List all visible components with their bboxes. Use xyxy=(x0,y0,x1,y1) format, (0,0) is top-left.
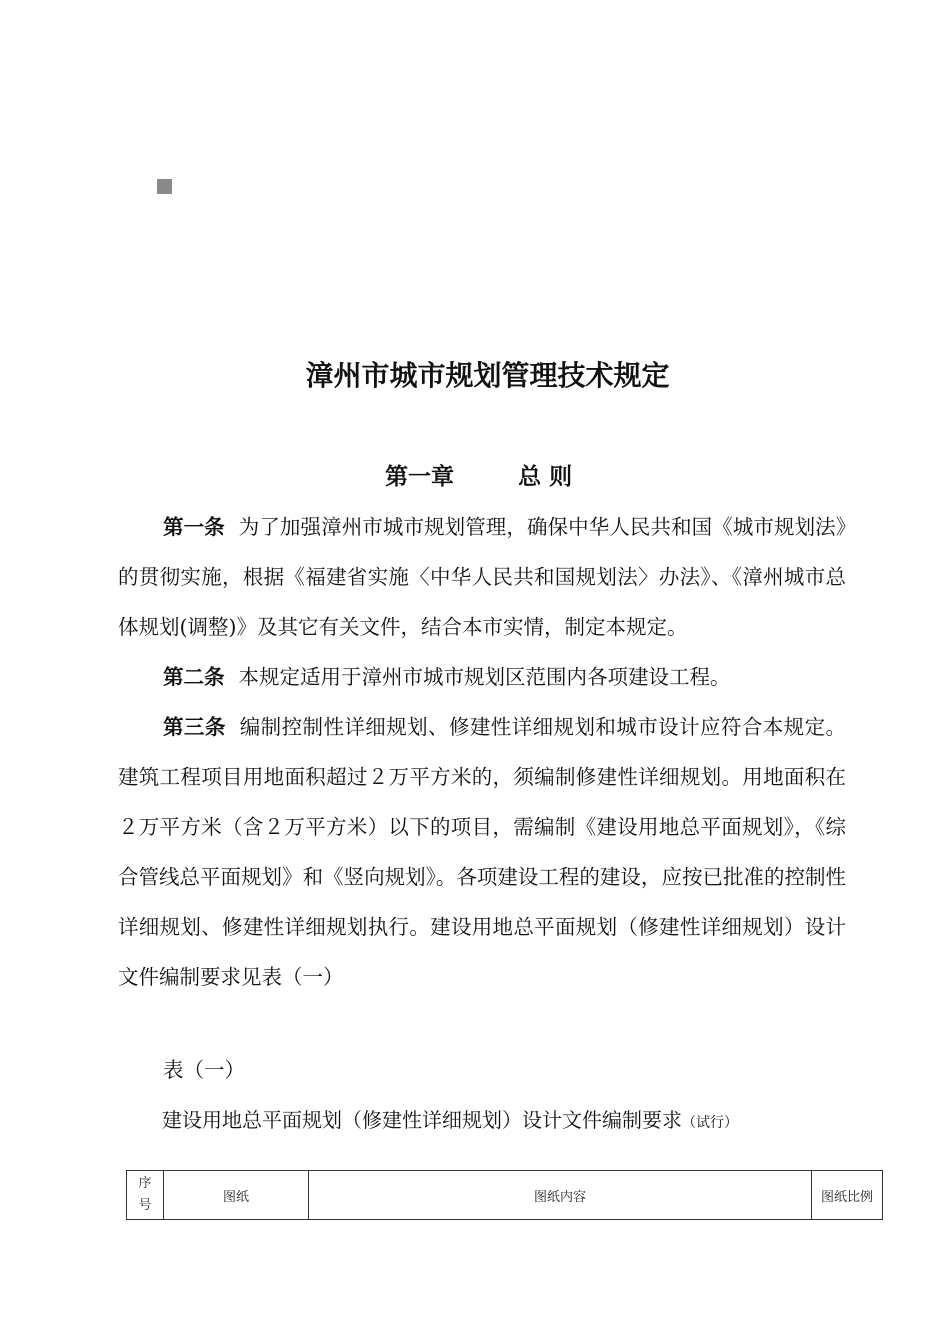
header-drawing: 图纸 xyxy=(164,1171,309,1220)
table-title-text: 建设用地总平面规划（修建性详细规划）设计文件编制要求 xyxy=(162,1108,682,1132)
article-1 xyxy=(118,502,846,652)
chapter-number: 第一章 xyxy=(385,464,454,490)
chapter-heading xyxy=(385,458,572,491)
requirements-table xyxy=(126,1170,883,1220)
article-text: 编制控制性详细规划、修建性详细规划和城市设计应符合本规定。建筑工程项目用地面积超过２万平方米的，须编制修建性详细规划。用地面积在２万平方米（含２万平方米）以下的项目，需编制《建设用地总平面规划》，《综合管线总平面规划》和《竖向规划》。各项建设工程的建设，应按已批准的控制性详细规划、修建性详细规划执行。建设用地总平面规划（修建性详细规划）设计文件编制要求见表（一） xyxy=(118,715,847,989)
bullet-marker xyxy=(157,179,172,194)
header-content: 图纸内容 xyxy=(309,1171,812,1220)
table-title xyxy=(162,1104,738,1133)
article-3 xyxy=(118,702,846,1002)
document-body xyxy=(118,502,846,1002)
table-header-row xyxy=(127,1171,883,1220)
article-text: 为了加强漳州市城市规划管理，确保中华人民共和国《城市规划法》的贯彻实施，根据《福建省实施〈中华人民共和国规划法〉办法》、《漳州城市总体规划(调整)》及其它有关文件，结合本市实情，制定本规定。 xyxy=(118,515,847,639)
chapter-name: 总 则 xyxy=(518,464,573,490)
article-label: 第二条 xyxy=(163,665,225,689)
document-title: 漳州市城市规划管理技术规定 xyxy=(305,359,670,392)
table-title-note: （试行） xyxy=(682,1115,738,1131)
article-label: 第一条 xyxy=(163,515,225,539)
article-2 xyxy=(118,652,846,702)
article-text: 本规定适用于漳州市城市规划区范围内各项建设工程。 xyxy=(238,665,731,689)
header-seq: 序 号 xyxy=(127,1171,164,1220)
article-label: 第三条 xyxy=(163,715,226,739)
table-caption: 表（一） xyxy=(163,1058,245,1082)
header-scale: 图纸比例 xyxy=(812,1171,883,1220)
